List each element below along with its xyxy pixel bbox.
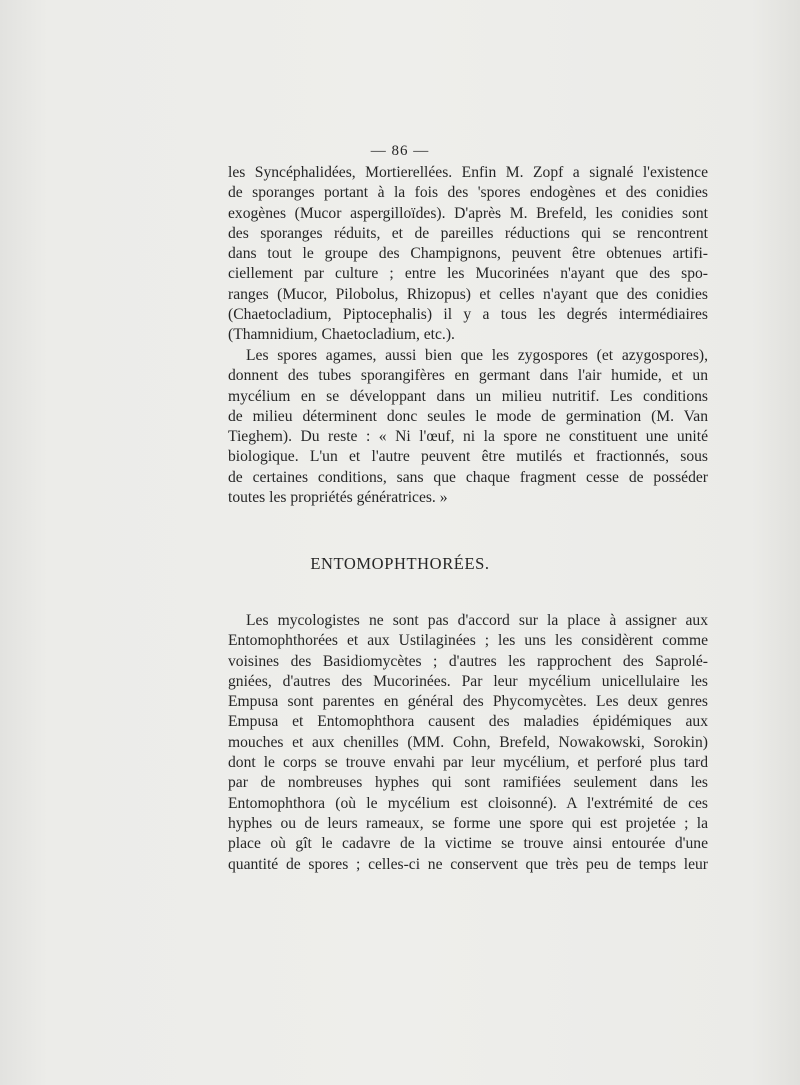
text-line: mycélium en se développant dans un milieu nutritif. Les conditions: [228, 387, 708, 405]
section-heading: ENTOMOPHTHORÉES.: [310, 554, 490, 573]
text-line: par de nombreuses hyphes qui sont ramifiées seulement dans les: [228, 774, 708, 792]
text-line: (Chaetocladium, Piptocephalis) il y a tous les degrés intermédiaires: [228, 306, 708, 324]
text-line: des sporanges réduits, et de pareilles réductions qui se rencontrent: [228, 224, 708, 242]
text-line: ciellement par culture ; entre les Mucorinées n'ayant que des spo-: [228, 265, 708, 283]
text-line: toutes les propriétés génératrices. »: [228, 489, 448, 507]
text-line: les Syncéphalidées, Mortierellées. Enfin M. Zopf a signalé l'existence: [228, 164, 708, 181]
text-line: dans tout le groupe des Champignons, peuvent être obtenues artifi-: [228, 245, 708, 263]
text-line: Les mycologistes ne sont pas d'accord sur la place à assigner aux: [246, 612, 708, 629]
paragraph-3: [228, 611, 708, 875]
text-line: de milieu déterminent donc seules le mode de germination (M. Van: [228, 407, 708, 425]
text-line: place où gît le cadavre de la victime se trouve ainsi entourée d'une: [228, 835, 708, 853]
text-line: hyphes ou de leurs rameaux, se forme une spore qui est projetée ; la: [228, 814, 708, 832]
paragraph-1: [228, 163, 708, 346]
paragraph-2: [228, 346, 708, 508]
text-line: gniées, d'autres des Mucorinées. Par leur mycélium unicellulaire les: [228, 672, 708, 690]
text-line: de sporanges portant à la fois des 'spores endogènes et des conidies: [228, 184, 708, 202]
text-line: biologique. L'un et l'autre peuvent être mutilés et fractionnés, sous: [228, 448, 708, 466]
text-line: dont le corps se trouve envahi par leur mycélium, et perforé plus tard: [228, 754, 708, 772]
text-line: Empusa sont parentes en général des Phycomycètes. Les deux genres: [228, 693, 708, 711]
text-line: de certaines conditions, sans que chaque fragment cesse de posséder: [228, 468, 708, 486]
text-line: Les spores agames, aussi bien que les zygospores (et azygospores),: [246, 347, 708, 364]
text-line: donnent des tubes sporangifères en germant dans l'air humide, et un: [228, 367, 708, 385]
text-line: ranges (Mucor, Pilobolus, Rhizopus) et celles n'ayant que des conidies: [228, 285, 708, 303]
text-line: Empusa et Entomophthora causent des maladies épidémiques aux: [228, 713, 708, 731]
text-line: Entomophthora (où le mycélium est cloisonné). A l'extrémité de ces: [228, 794, 708, 812]
text-line: quantité de spores ; celles-ci ne conservent que très peu de temps leur: [228, 855, 708, 873]
text-line: mouches et aux chenilles (MM. Cohn, Brefeld, Nowakowski, Sorokin): [228, 733, 708, 751]
text-line: (Thamnidium, Chaetocladium, etc.).: [228, 326, 455, 344]
text-line: Entomophthorées et aux Ustilaginées ; les uns les considèrent comme: [228, 632, 708, 650]
page-number: — 86 —: [370, 143, 430, 159]
text-line: voisines des Basidiomycètes ; d'autres les rapprochent des Saprolé-: [228, 652, 708, 670]
text-line: Tieghem). Du reste : « Ni l'œuf, ni la spore ne constituent une unité: [228, 428, 708, 446]
text-line: exogènes (Mucor aspergilloïdes). D'après M. Brefeld, les conidies sont: [228, 204, 708, 222]
